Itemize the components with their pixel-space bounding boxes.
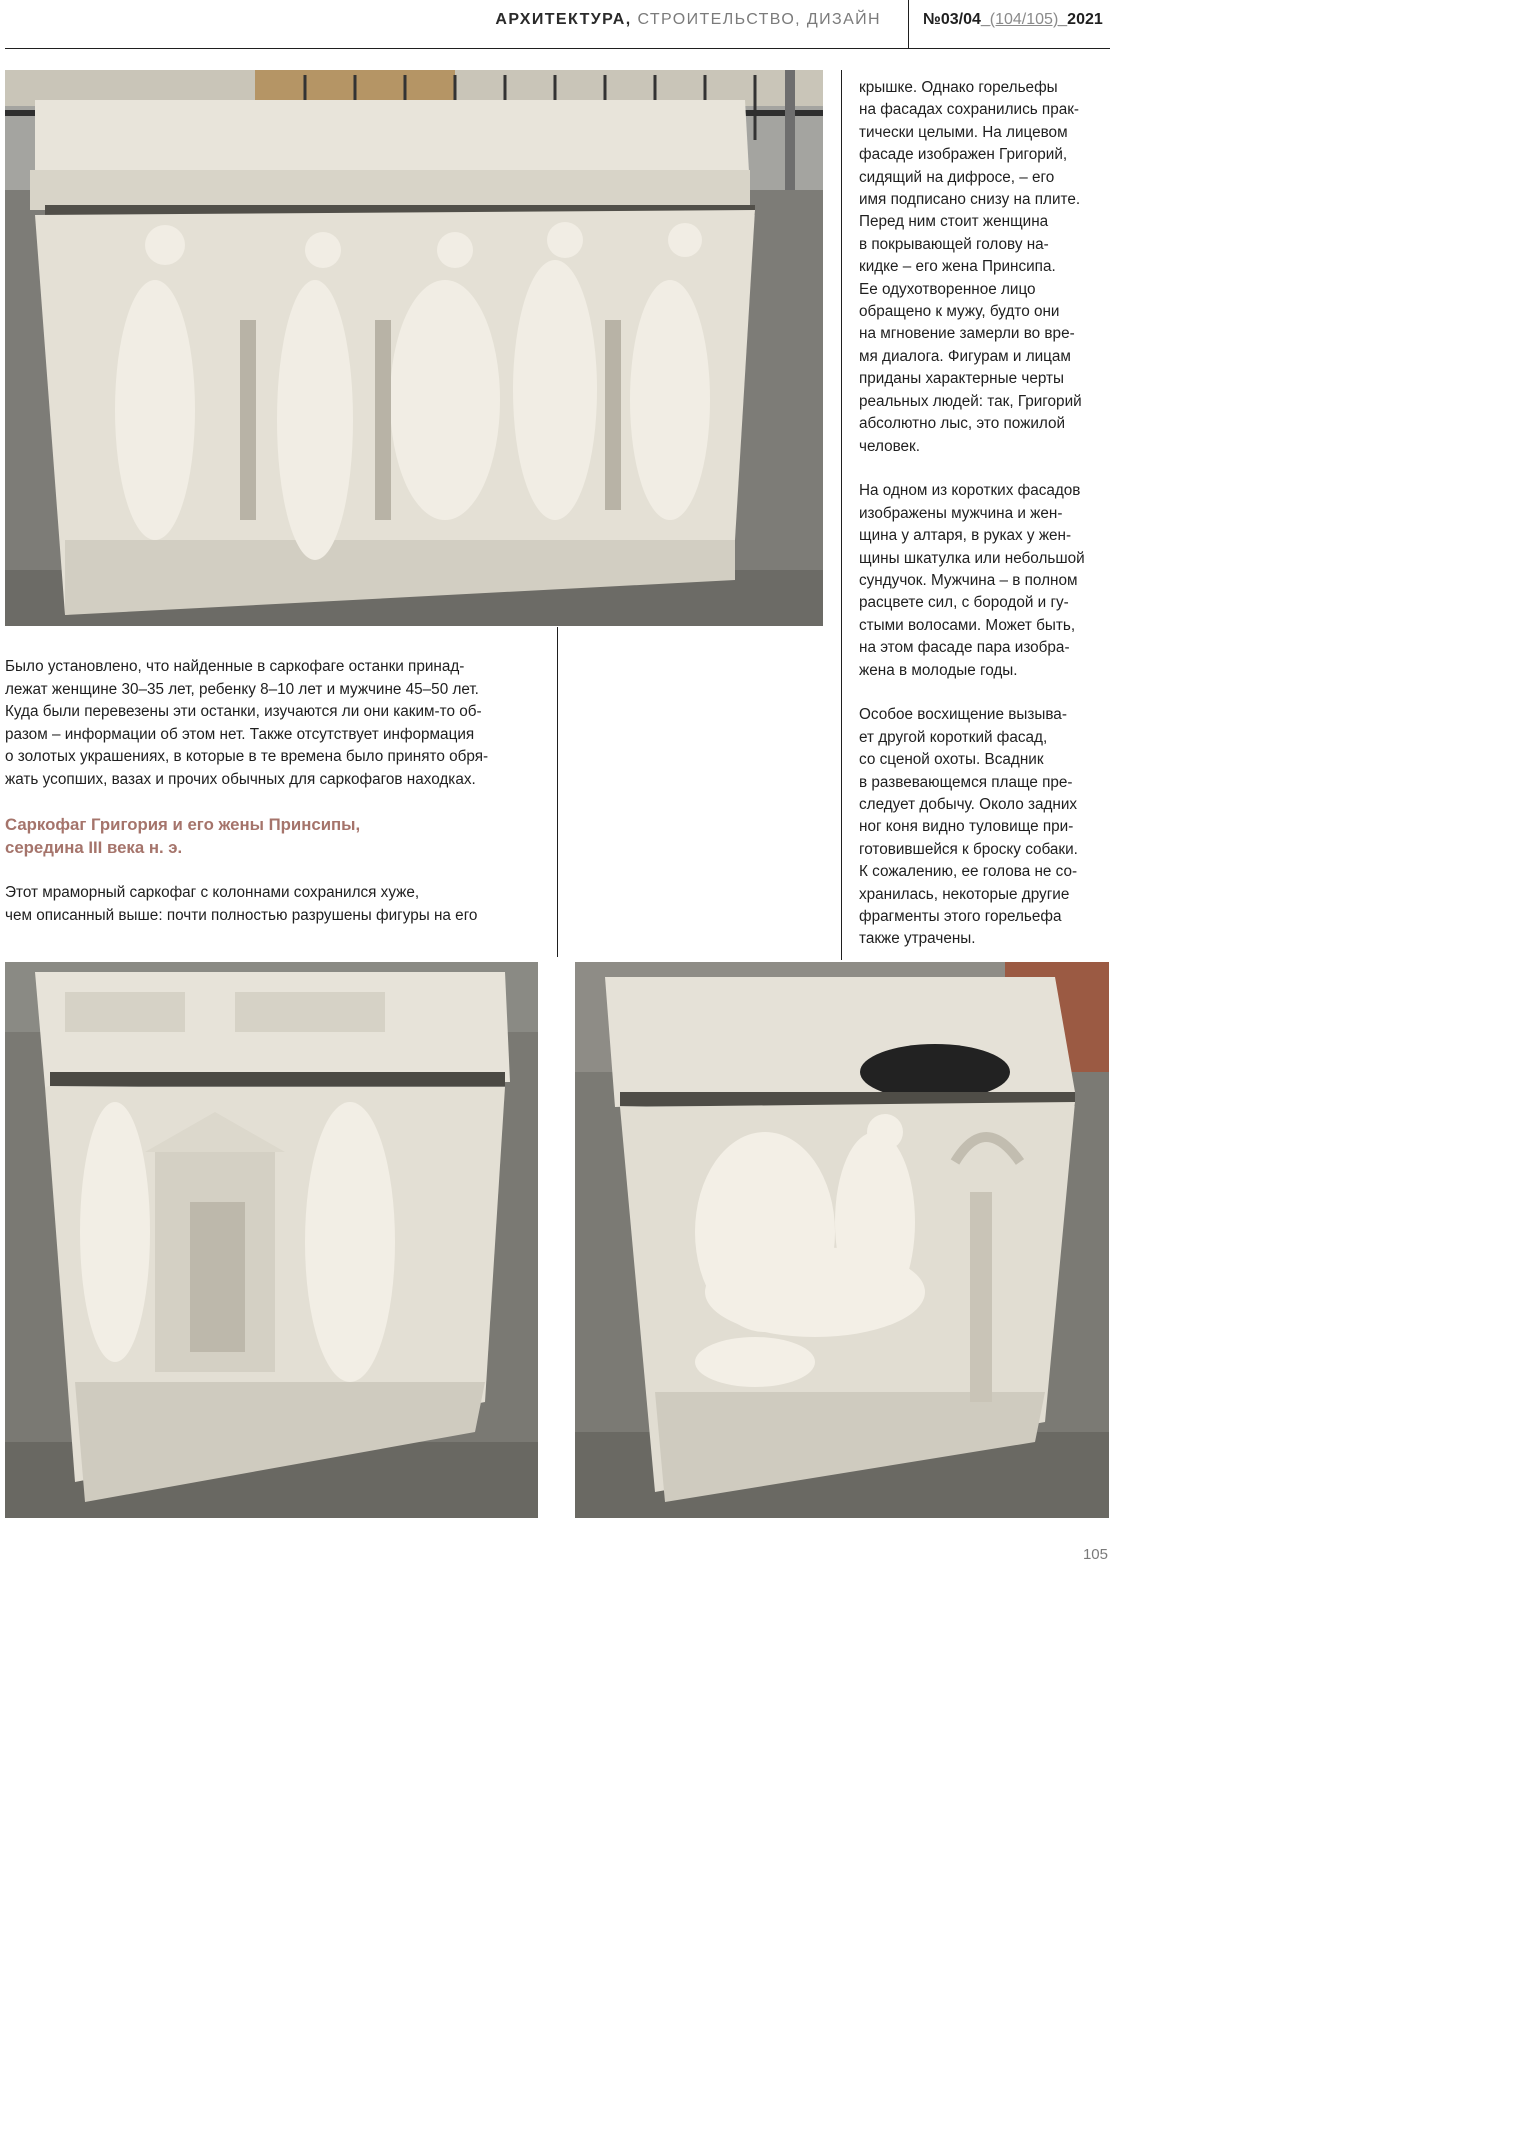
text-line: реальных людей: так, Григорий <box>859 392 1082 410</box>
photo-sarcophagus-hunt-side <box>575 962 1109 1518</box>
text-line: на фасадах сохранились прак- <box>859 101 1080 119</box>
paragraph-front-facade <box>859 77 1111 458</box>
issue-year: _2021 <box>1058 11 1103 28</box>
intro-paragraph <box>5 656 545 792</box>
text-line: имя подписано снизу на плите. <box>859 191 1081 209</box>
heading-line: Саркофаг Григория и его жены Принсипы, <box>5 815 361 835</box>
photo-sarcophagus-front <box>5 70 823 626</box>
paragraph-altar-facade <box>859 480 1111 682</box>
right-column <box>859 77 1111 973</box>
text-line: жена в молодые годы. <box>859 661 1018 679</box>
body-paragraph <box>5 882 545 927</box>
text-line: тически целыми. На лицевом <box>859 123 1068 141</box>
photo-sarcophagus-altar-side <box>5 962 538 1518</box>
section-title-primary: АРХИТЕКТУРА, <box>495 11 632 28</box>
text-line: Этот мраморный саркофаг с колоннами сохранился хуже, <box>5 883 420 901</box>
text-line: расцвете сил, с бородой и гу- <box>859 594 1069 612</box>
text-line: щины шкатулка или небольшой <box>859 549 1085 567</box>
column-rule-right <box>841 70 842 960</box>
text-line: на мгновение замерли во вре- <box>859 325 1075 343</box>
issue-combined-numbers: (104/105) <box>989 11 1059 28</box>
text-line: сундучок. Мужчина – в полном <box>859 571 1078 589</box>
text-line: мя диалога. Фигурам и лицам <box>859 347 1071 365</box>
text-line: Перед ним стоит женщина <box>859 213 1049 231</box>
header-divider <box>908 0 909 49</box>
heading-line: середина III века н. э. <box>5 837 183 857</box>
page-header <box>5 0 1110 49</box>
text-line: со сценой охоты. Всадник <box>859 751 1044 769</box>
section-title-secondary: СТРОИТЕЛЬСТВО, ДИЗАЙН <box>637 11 881 28</box>
paragraph-hunt-facade <box>859 704 1111 950</box>
text-line: на этом фасаде пара изобра- <box>859 639 1070 657</box>
text-line: крышке. Однако горельефы <box>859 79 1058 96</box>
text-line: На одном из коротких фасадов <box>859 482 1081 500</box>
text-line: следует добычу. Около задних <box>859 795 1078 813</box>
section-title <box>495 11 881 29</box>
section-heading <box>5 814 545 859</box>
issue-prefix: №03/04_ <box>923 11 990 28</box>
text-line: чем описанный выше: почти полностью разрушены фигуры на его <box>5 906 478 924</box>
text-line: хранилась, некоторые другие <box>859 885 1070 903</box>
text-line: фасаде изображен Григорий, <box>859 146 1068 164</box>
text-line: фрагменты этого горельефа <box>859 908 1062 925</box>
text-line: стыми волосами. Может быть, <box>859 616 1076 634</box>
column-rule-left <box>557 627 558 957</box>
page-number: 105 <box>1082 1546 1108 1563</box>
text-line: обращено к мужу, будто они <box>859 303 1060 321</box>
text-line: лежат женщине 30–35 лет, ребенку 8–10 лет и мужчине 45–50 лет. <box>5 680 479 698</box>
text-line: в развевающемся плаще пре- <box>859 773 1073 791</box>
text-line: разом – информации об этом нет. Также отсутствует информация <box>5 725 475 743</box>
text-line: Особое восхищение вызыва- <box>859 706 1067 724</box>
text-line: жать усопших, вазах и прочих обычных для саркофагов находках. <box>5 770 476 788</box>
text-line: в покрывающей голову на- <box>859 235 1049 253</box>
text-line: кидке – его жена Принсипа. <box>859 258 1056 276</box>
text-line: ет другой короткий фасад, <box>859 728 1048 746</box>
text-line: приданы характерные черты <box>859 370 1065 388</box>
text-line: сидящий на дифросе, – его <box>859 168 1055 186</box>
text-line: о золотых украшениях, в которые в те времена было принято обря- <box>5 748 489 766</box>
left-column <box>5 656 545 950</box>
text-line: Куда были перевезены эти останки, изучаются ли они каким-то об- <box>5 703 482 721</box>
text-line: Было установлено, что найденные в саркофаге останки принад- <box>5 658 465 675</box>
issue-number <box>923 11 1103 29</box>
text-line: также утрачены. <box>859 930 976 948</box>
text-line: щина у алтаря, в руках у жен- <box>859 527 1072 545</box>
text-line: человек. <box>859 437 920 455</box>
text-line: К сожалению, ее голова не со- <box>859 863 1078 881</box>
text-line: Ее одухотворенное лицо <box>859 280 1036 298</box>
text-line: изображены мужчина и жен- <box>859 504 1063 522</box>
text-line: ног коня видно туловище при- <box>859 818 1074 836</box>
text-line: готовившейся к броску собаки. <box>859 840 1078 858</box>
text-line: абсолютно лыс, это пожилой <box>859 415 1066 433</box>
